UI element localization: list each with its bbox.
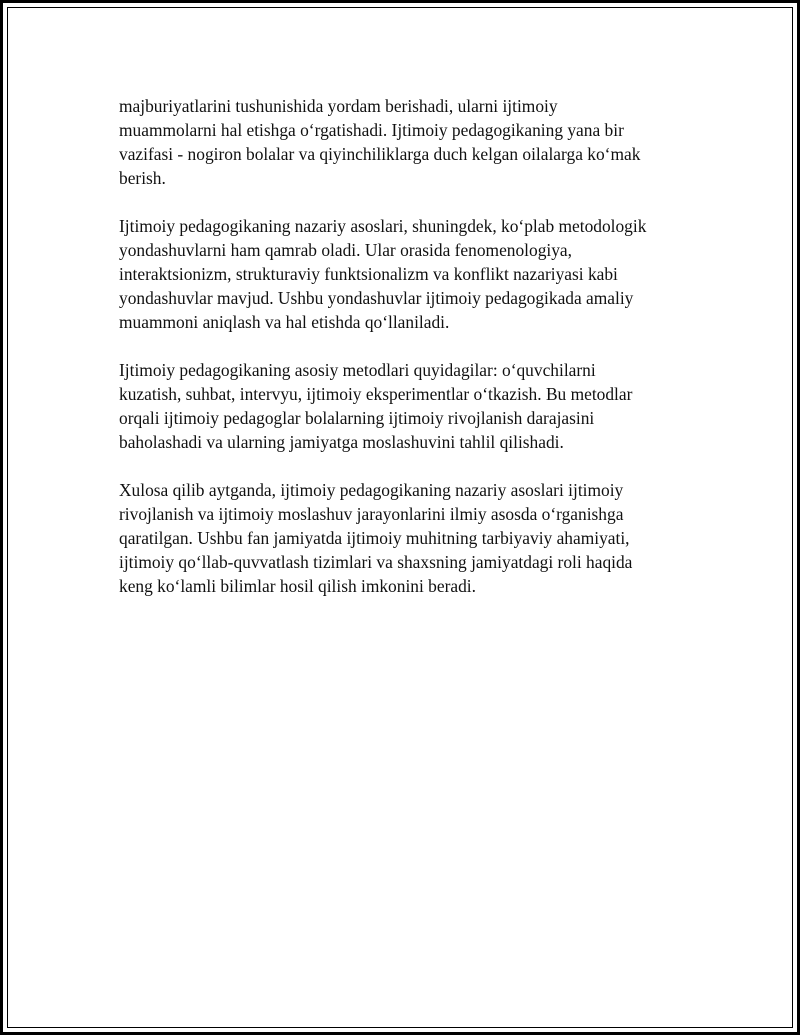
paragraph-4 <box>119 478 699 598</box>
paragraph-line: qaratilgan. Ushbu fan jamiyatda ijtimoiy muhitning tarbiyaviy ahamiyati, <box>119 528 630 548</box>
paragraph-line: kuzatish, suhbat, intervyu, ijtimoiy eksperimentlar o‘tkazish. Bu metodlar <box>119 384 633 404</box>
paragraph-line: Xulosa qilib aytganda, ijtimoiy pedagogikaning nazariy asoslari ijtimoiy <box>119 480 624 500</box>
paragraph-line: majburiyatlarini tushunishida yordam berishadi, ularni ijtimoiy <box>119 96 558 116</box>
paragraph-line: interaktsionizm, strukturaviy funktsionalizm va konflikt nazariyasi kabi <box>119 264 618 284</box>
paragraph-line: rivojlanish va ijtimoiy moslashuv jarayonlarini ilmiy asosda o‘rganishga <box>119 504 624 524</box>
paragraph-1 <box>119 94 699 190</box>
paragraph-line: muammolarni hal etishga o‘rgatishadi. Ijtimoiy pedagogikaning yana bir <box>119 120 624 140</box>
document-body <box>119 94 699 622</box>
paragraph-line: Ijtimoiy pedagogikaning nazariy asoslari, shuningdek, ko‘plab metodologik <box>119 216 647 236</box>
paragraph-line: orqali ijtimoiy pedagoglar bolalarning ijtimoiy rivojlanish darajasini <box>119 408 595 428</box>
paragraph-line: berish. <box>119 168 166 188</box>
paragraph-line: yondashuvlar mavjud. Ushbu yondashuvlar ijtimoiy pedagogikada amaliy <box>119 288 634 308</box>
paragraph-3 <box>119 358 699 454</box>
paragraph-line: ijtimoiy qo‘llab-quvvatlash tizimlari va shaxsning jamiyatdagi roli haqida <box>119 552 633 572</box>
paragraph-line: vazifasi - nogiron bolalar va qiyinchiliklarga duch kelgan oilalarga ko‘mak <box>119 144 641 164</box>
paragraph-line: keng ko‘lamli bilimlar hosil qilish imkonini beradi. <box>119 576 476 596</box>
paragraph-line: muammoni aniqlash va hal etishda qo‘llaniladi. <box>119 312 450 332</box>
paragraph-2 <box>119 214 699 334</box>
paragraph-line: yondashuvlarni ham qamrab oladi. Ular orasida fenomenologiya, <box>119 240 572 260</box>
paragraph-line: Ijtimoiy pedagogikaning asosiy metodlari quyidagilar: o‘quvchilarni <box>119 360 596 380</box>
paragraph-line: baholashadi va ularning jamiyatga moslashuvini tahlil qilishadi. <box>119 432 564 452</box>
